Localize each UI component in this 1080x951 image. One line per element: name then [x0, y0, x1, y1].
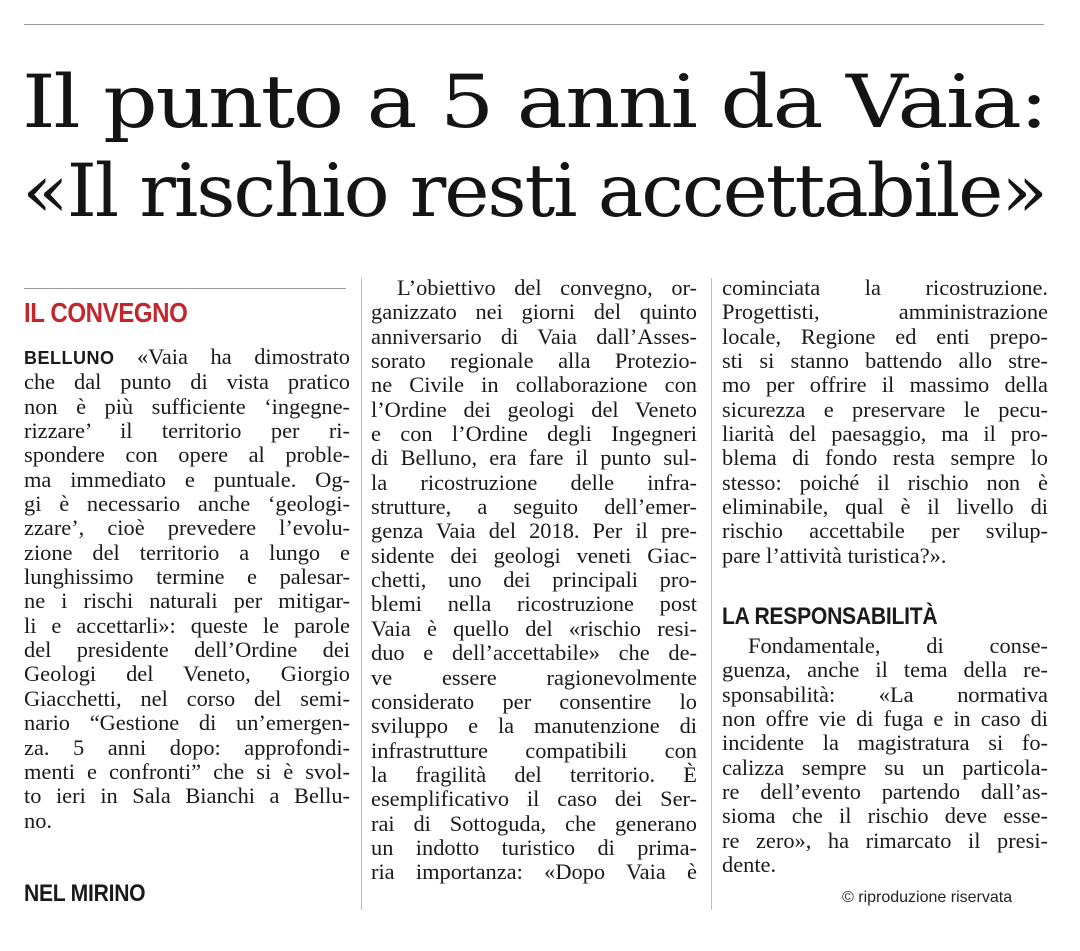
body-text-line: duo e dell’accettabile» che de-: [371, 640, 697, 666]
body-text-line: liarità del paesaggio, ma il pro-: [722, 421, 1048, 447]
body-text-line: del presidente dell’Ordine dei: [24, 637, 350, 663]
body-text-line: no.: [24, 807, 52, 833]
body-text-line: stesso: poiché il rischio non è: [722, 469, 1048, 495]
body-text-line: nario “Gestione di un’emergen-: [24, 710, 350, 736]
body-text-line: sioma che il rischio deve esse-: [722, 803, 1048, 829]
subhead-nel-mirino: NEL MIRINO: [24, 880, 146, 907]
body-text-line: blema di fondo resta sempre lo: [722, 445, 1048, 471]
article-column-1: [24, 345, 350, 833]
kicker-label: IL CONVEGNO: [24, 297, 188, 328]
body-text-line: sorato regionale alla Protezio-: [371, 348, 697, 374]
subhead-la-responsabilita: LA RESPONSABILITÀ: [722, 603, 938, 630]
body-text-line: zione del territorio a lungo e: [24, 539, 350, 565]
body-text-line: un indotto turistico di prima-: [371, 834, 697, 860]
body-text-first: «Vaia ha dimostrato: [136, 344, 350, 369]
article-column-3-continued: [722, 634, 1048, 877]
body-text-line: rai di Sottoguda, che generano: [371, 810, 697, 836]
body-text-line: Progettisti, amministrazione: [722, 299, 1048, 325]
body-text-line: considerato per consentire lo: [371, 688, 697, 714]
body-text-line: sti si stanno battendo allo stre-: [722, 348, 1048, 374]
body-text-line: sicurezza e preservare le pecu-: [722, 396, 1048, 422]
body-text-line: pare l’attività turistica?».: [722, 542, 947, 568]
body-text-line: mo per offrire il massimo della: [722, 372, 1048, 398]
body-text-line: ganizzato nei giorni del quinto: [371, 299, 697, 325]
body-text-line: infrastrutture compatibili con: [371, 737, 697, 763]
body-text-line: ne i rischi naturali per mitigar-: [24, 588, 350, 614]
headline-line-1: Il punto a 5 anni da Vaia:: [22, 60, 1046, 145]
body-text-line: la fragilità del territorio. È: [371, 761, 697, 787]
body-text-line: la ricostruzione delle infra-: [371, 469, 697, 495]
column-divider: [711, 278, 712, 910]
body-text-line: eliminabile, qual è il livello di: [722, 494, 1048, 520]
section-rule: [24, 288, 346, 289]
body-text-line: di Belluno, era fare il punto sul-: [371, 445, 697, 471]
body-text-line: genza Vaia del 2018. Per il pre-: [371, 518, 697, 544]
body-text-line: zzare’, cioè prevedere l’evolu-: [24, 515, 350, 541]
body-text-line: esemplificativo il caso dei Ser-: [371, 786, 697, 812]
body-text-line: Fondamentale, di conse-: [748, 633, 1048, 658]
dateline: BELLUNO: [24, 348, 137, 368]
article-column-3: [722, 276, 1048, 568]
body-text-line: rischio accettabile per svilup-: [722, 518, 1048, 544]
body-text-line: to ieri in Sala Bianchi a Bellu-: [24, 783, 350, 809]
body-text-line: sponsabilità: «La normativa: [722, 681, 1048, 707]
body-text-line: li e accettarli»: queste le parole: [24, 612, 350, 638]
copyright-notice: © riproduzione riservata: [842, 889, 1013, 906]
body-text-line: re dell’evento partendo dall’as-: [722, 779, 1048, 805]
body-text-line: spondere con opere al proble-: [24, 442, 350, 468]
body-text-line: Geologi del Veneto, Giorgio: [24, 661, 350, 687]
body-text-line: Vaia è quello del «rischio resi-: [371, 615, 697, 641]
body-text-line: non offre vie di fuga e in caso di: [722, 706, 1048, 732]
body-text-line: sidente dei geologi veneti Giac-: [371, 542, 697, 568]
body-text-line: re zero», ha rimarcato il presi-: [722, 827, 1048, 853]
top-rule: [24, 24, 1044, 25]
headline-line-2: «Il rischio resti accettabile»: [22, 149, 1046, 234]
body-text-line: e con l’Ordine degli Ingegneri: [371, 421, 697, 447]
body-text-line: lunghissimo termine e palesar-: [24, 564, 350, 590]
body-text-line: rizzare’ il territorio per ri-: [24, 418, 350, 444]
body-text-line: ve essere ragionevolmente: [371, 664, 697, 690]
body-text-line: [24, 345, 350, 370]
body-text-line: l’Ordine dei geologi del Veneto: [371, 396, 697, 422]
body-text-line: ne Civile in collaborazione con: [371, 372, 697, 398]
body-text-line: cominciata la ricostruzione.: [722, 275, 1048, 300]
headline: [22, 58, 1062, 236]
body-text-line: za. 5 anni dopo: approfondi-: [24, 734, 350, 760]
body-text-line: non è più sufficiente ‘ingegne-: [24, 393, 350, 419]
body-text-line: blemi nella ricostruzione post: [371, 591, 697, 617]
body-text-line: Giacchetti, nel corso del semi-: [24, 685, 350, 711]
body-text-line: anniversario di Vaia dall’Asses-: [371, 323, 697, 349]
body-text-line: incidente la magistratura si fo-: [722, 730, 1048, 756]
column-divider: [361, 278, 362, 910]
body-text-line: guenza, anche il tema della re-: [722, 657, 1048, 683]
body-text-line: chetti, uno dei principali pro-: [371, 567, 697, 593]
body-text-line: strutture, a seguito dell’emer-: [371, 494, 697, 520]
body-text-line: gi è necessario anche ‘geologi-: [24, 491, 350, 517]
body-text-line: sviluppo e la manutenzione di: [371, 713, 697, 739]
body-text-line: locale, Regione ed enti prepo-: [722, 323, 1048, 349]
body-text-line: L’obiettivo del convegno, or-: [397, 275, 697, 300]
body-text-line: calizza sempre su un particola-: [722, 754, 1048, 780]
body-text-line: ria importanza: «Dopo Vaia è: [371, 859, 697, 885]
body-text-line: ma immediato e puntuale. Og-: [24, 466, 350, 492]
body-text-line: dente.: [722, 852, 777, 878]
body-text-line: che dal punto di vista pratico: [24, 369, 350, 395]
article-column-2: [371, 276, 697, 885]
body-text-line: menti e confronti” che si è svol-: [24, 758, 350, 784]
